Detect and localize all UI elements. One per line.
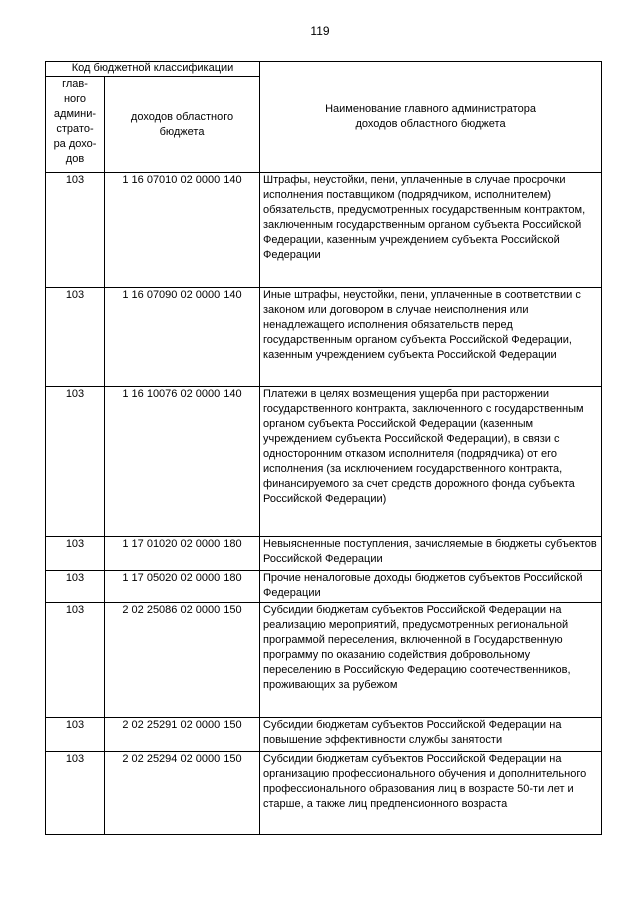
- admin-code-cell: 103: [46, 537, 105, 571]
- table-row: [46, 718, 602, 752]
- revenue-name-cell: Невыясненные поступления, зачисляемые в бюджеты субъектов Российской Федерации: [260, 537, 602, 571]
- table-row: [46, 603, 602, 718]
- header-admin-label: глав- ного админи- страто- ра дохо- дов: [53, 78, 97, 165]
- budget-code-cell: 2 02 25086 02 0000 150: [105, 603, 260, 718]
- table-row: [46, 387, 602, 537]
- table-row: [46, 571, 602, 603]
- revenue-name-cell: Прочие неналоговые доходы бюджетов субъектов Российской Федерации: [260, 571, 602, 603]
- revenue-name-cell: Иные штрафы, неустойки, пени, уплаченные в соответствии с законом или договором в случае неисполнения или ненадлежащего исполнения обязательств перед государственным органом субъекта Российской Федерации, казенным учреждением субъекта Российской Федерации: [260, 288, 602, 387]
- header-classification-cell: [46, 62, 260, 77]
- budget-code-cell: 2 02 25294 02 0000 150: [105, 752, 260, 835]
- budget-classification-table: [45, 61, 602, 835]
- budget-code-cell: 1 16 10076 02 0000 140: [105, 387, 260, 537]
- header-row-top: [46, 62, 602, 77]
- page-number: 119: [310, 24, 330, 38]
- revenue-name-cell: Субсидии бюджетам субъектов Российской Федерации на организацию профессионального обучения и дополнительного профессионального образования лиц в возрасте 50-ти лет и старше, а также лиц предпенсионного возраста: [260, 752, 602, 835]
- revenue-name-cell: Субсидии бюджетам субъектов Российской Федерации на повышение эффективности службы занятости: [260, 718, 602, 752]
- table-row: [46, 752, 602, 835]
- admin-code-cell: 103: [46, 603, 105, 718]
- budget-code-cell: 1 17 01020 02 0000 180: [105, 537, 260, 571]
- table-body: [46, 62, 602, 835]
- revenue-name-cell: Платежи в целях возмещения ущерба при расторжении государственного контракта, заключенного с государственным органом субъекта Российской Федерации (казенным учреждением субъекта Российской Федерации), в связи с односторонним отказом исполнителя (подрядчика) от его исполнения (за исключением государственного контракта, финансируемого за счет средств дорожного фонда субъекта Российской Федерации): [260, 387, 602, 537]
- admin-code-cell: 103: [46, 752, 105, 835]
- admin-code-cell: 103: [46, 173, 105, 288]
- header-name-cell: [260, 62, 602, 173]
- table-row: [46, 288, 602, 387]
- admin-code-cell: 103: [46, 571, 105, 603]
- table-row: [46, 537, 602, 571]
- header-admin-cell: [46, 77, 105, 173]
- header-classification-label: Код бюджетной классификации: [71, 62, 234, 74]
- budget-code-cell: 2 02 25291 02 0000 150: [105, 718, 260, 752]
- revenue-name-cell: Субсидии бюджетам субъектов Российской Федерации на реализацию мероприятий, предусмотренных региональной программой переселения, включенной в Государственную программу по оказанию содействия добровольному переселению в Российскую Федерацию соотечественников, проживающих за рубежом: [260, 603, 602, 718]
- budget-code-cell: 1 17 05020 02 0000 180: [105, 571, 260, 603]
- admin-code-cell: 103: [46, 288, 105, 387]
- header-budget-label: доходов областного бюджета: [130, 110, 234, 138]
- header-name-label: Наименование главного администратора доходов областного бюджета: [325, 103, 536, 130]
- budget-code-cell: 1 16 07090 02 0000 140: [105, 288, 260, 387]
- admin-code-cell: 103: [46, 718, 105, 752]
- admin-code-cell: 103: [46, 387, 105, 537]
- revenue-name-cell: Штрафы, неустойки, пени, уплаченные в случае просрочки исполнения поставщиком (подрядчиком, исполнителем) обязательств, предусмотренных государственным контрактом, заключенным государственным органом субъекта Российской Федерации, казенным учреждением субъекта Российской Федерации: [260, 173, 602, 288]
- header-budget-cell: [105, 77, 260, 173]
- table-row: [46, 173, 602, 288]
- budget-code-cell: 1 16 07010 02 0000 140: [105, 173, 260, 288]
